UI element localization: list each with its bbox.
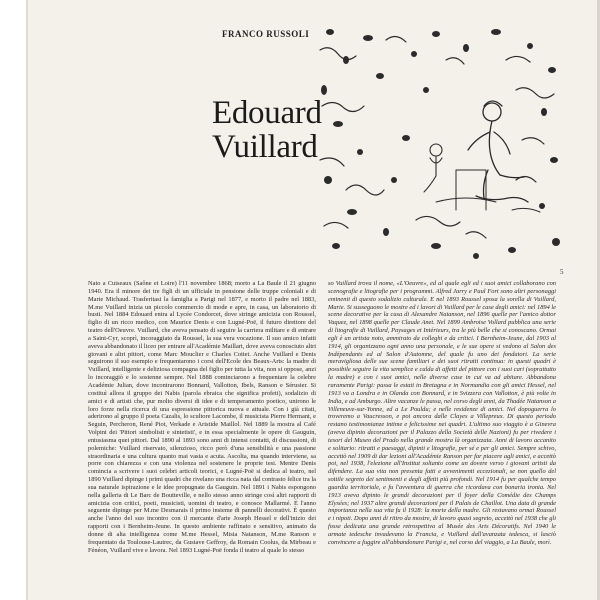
ink-blots bbox=[321, 29, 560, 259]
second-figure bbox=[424, 144, 442, 192]
page-edge-left bbox=[26, 0, 28, 600]
title-first-name: Edouard bbox=[212, 95, 322, 131]
article-title bbox=[212, 96, 322, 164]
foliage-strokes bbox=[320, 36, 554, 238]
text-column-left bbox=[88, 280, 316, 555]
page-number: 5 bbox=[560, 268, 564, 276]
title-last-name: Vuillard bbox=[212, 129, 318, 165]
text-column-right bbox=[328, 280, 556, 547]
body-paragraph-left: Nato a Cuiseaux (Saône et Loire) l'11 novembre 1868; morto a La Baule il 21 giugno 1940. Era il minore dei tre figli di un ufficiale in pensione delle truppe coloniali e di Marie Michaud. Trasferitasi la famiglia a Parigi nel 1877, e morto il padre nel 1883, M.me Vuillard inizia un piccolo commercio di mode e apre, in casa, un laboratorio di busti. Nel 1884 Edouard entra al Lycée Condorcet, dove stringe amicizia con Roussel, figlio di un ricco medico, con Maurice Denis e con Lugné-Poë, il futuro direttore del teatro dell'Oeuvre. Vuillard, che aveva pensato di seguire la carriera militare e di entrare a Saint-Cyr, scoprì, incoraggiato da Roussel, la sua vera vocazione. Il suo amico infatti aveva abbandonato il liceo per entrare all'Académie Maillart, dove aveva conosciuto altri giovani e altri pittori, come Marc Mouclier e Charles Cottet. Anche Vuillard e Denis seguirono il suo esempio e frequentarono i corsi dell'Ecole des Beaux-Arts: la madre di Vuillard, intelligente e deliziosa compagna del figlio per tutta la vita, non si oppose, anzi lo incoraggiò e lo sostenne sempre. Nel 1888 cominciarono a frequentare la celebre Académie Julian, dove incontrarono Bonnard, Vallotton, Ibels, Ranson e Sérusier. Si costituì allora il gruppo dei Nabis (parola ebraica che significa profeti), sodalizio di amici e di artisti che, pur molto diversi di idee e di temperamento poetico, unirono le loro forze nella ricerca di una espressione pittorica nuova e attuale. Con i già citati, aderirono al gruppo il poeta Cazalis, lo scultore Lacombe, il musicista Pierre Hermant, e Seguin, Percheron, René Piot, Verkade e Aristide Maillol. Nel 1889 la mostra al Café Volpini dei 'Pittori simbolisti e sintetisti', e in essa specialmente le opere di Gauguin, entusiasma quei pittori. Dal 1890 al 1893 sono anni di intensi contatti, di discussioni, di polemiche: Vuillard riservato, silenzioso, ricco però d'una sensibilità e una passione straordinaria e una cultura quanto mai vasta e acuta. Ascolta, ma quando interviene, sa porre con chiarezza e con una violenza nel sostenere le proprie tesi. Mentre Denis comincia a scrivere i suoi celebri articoli teorici, e Lugné-Poë si dedica al teatro, nel 1890 Vuillard dipinge i primi quadri che rivelano una ricca nata dal contrasto felice tra la sua naturale ispirazione e le idee propugnate da Gauguin. Nel 1891 i Nabis espongono nella galleria di Le Barc de Boutteville, e nello stesso anno stringe così altri rapporti di amicizia con critici, poeti, musicisti, uomini di teatro, e conosce Mallarmé. È l'anno seguente dipinge per M.me Desmarais il primo insieme di pannelli decorativi. È questo anche l'anno del suo incontro con il mercante d'arte Joseph Hessel e dell'inizio dei rapporti con i Bernheim-Jeune. In questo ambiente raffinato e sensitivo, animato da donne di alta intelligenza come M.me Hessel, Misia Natanson, M.me Ranson e frequentato da Toulouse-Lautrec, da Gustave Geffroy, da Romain Coolus, da Mirbeau e Fénéon, Vuillard vive e lavora. Nel 1893 Lugné-Poë fonda il teatro al quale lo stesso bbox=[88, 280, 316, 554]
seated-figure bbox=[468, 101, 528, 202]
author-name: FRANCO RUSSOLI bbox=[222, 29, 310, 39]
ink-drawing-illustration bbox=[316, 20, 564, 264]
body-paragraph-right: so Vuillard trova il nome, «L'Oeuvre», ed al quale egli ed i suoi amici collaborano con scenografie e litografie per i programmi. Alfred Jarry e Paul Fort sono altri personaggi eminenti di questo sodalizio culturale. E nel 1893 Roussel sposa la sorella di Vuillard, Marie. Si susseguono le mostre ed i lavori di Vuillard per le case degli amici: nel 1894 le scene decorative per la casa di Alexandre Natanson, nel 1896 quelle per l'amico dottor Vaquez, nel 1898 quelle per Claude Anet. Nel 1899 Ambroise Vollard pubblica una serie di litografie di Vuillard, Paysages et Intérieurs, tra le più belle che si conoscano. Ormai egli è un artista noto, ammirato da colleghi e da critici. I Bernheim-Jeune, dal 1903 al 1914, gli organizzano ogni anno una personale, e le sue opere si vedono al Salon des Indépendants ed al Salon d'Automne, del quale fu uno dei fondatori. La serie meravigliosa delle sue scene familiari e dei suoi ritratti continua: in questi quadri è possibile seguire la vita semplice e calda di affetti del pittore con i suoi cari (soprattutto la madre) e con i suoi amici, nelle diverse case in cui va ad abitare. Abbandona raramente Parigi: passa le estati in Bretagna e in Normandia con gli amici Hessel, nel 1913 va a Londra e in Olanda con Bonnard, e in Svizzera con Vallotton, è più volte in India, e ad Amburgo. Altre vacanze le passa, nel corso degli anni, da Thadée Natanson a Villeneuve-sur-Yonne, ed a Le Pouldu; e nelle residenze di amici. Nel dopoguerra lo troveremo a Vaucresson, e poi ancora dalle Clayes a Villepreux. Di questo periodo restano testimonianze intime e felicissime nei quadri. L'ultimo suo viaggio è a Ginevra (aveva dipinto decorazioni per il Palazzo della Società delle Nazioni) fu per rivedere i tesori del Museo del Prado nella grande mostra là organizzata. Anni di lavoro accanito e solitario: ritratti e paesaggi, dipinti e litografie, per sé e per gli amici. Sempre schivo, accettò nel 1909 di dar lezioni all'Académie Ranson per far piacere agli amici, e accettò poi, nel 1938, l'elezione all'Institut soltanto come un dovere verso i giovani artisti da difendere. La sua vita non presenta fatti e avvenimenti eccezionali, se non quello del sottile segreto dei sentimenti e degli affetti più profondi. Nel 1914 fu per qualche tempo guardia territoriale, e fu l'avventura di guerra che ricordava con bonaria ironia. Nel 1913 aveva dipinto le grandi decorazioni per il foyer della Comédie des Champs Elysées; nel 1937 altre grandi decorazioni per il Palais de Chaillot. Una data di grande importanza nella sua vita fu il 1928: la morte della madre. Gli restavano ormai Roussel e i nipoti. Dopo anni di ritiro da mostre, di lavoro quasi segreto, accettò nel 1938 che gli fosse dedicata una grande retrospettiva al Musée des Arts Décoratifs. Nel 1940 le armate tedesche invadevano la Francia, e Vuillard dall'avanzata tedesca, si lasciò convincere a fuggire all'abbandonare Parigi e, nel corso del viaggio, a La Baule, morì. bbox=[328, 280, 557, 546]
